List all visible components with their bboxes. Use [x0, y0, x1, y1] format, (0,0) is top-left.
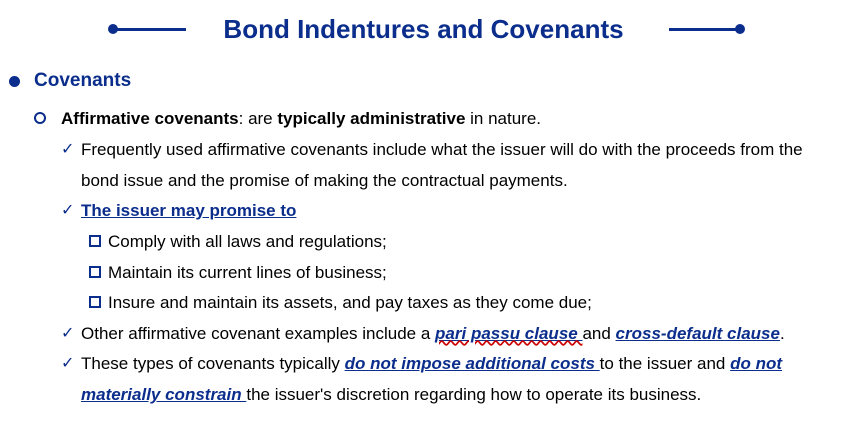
covenant-usage-line1: Frequently used affirmative covenants include what the issuer will do with the proceeds from the	[81, 140, 803, 159]
cost-line2	[81, 384, 701, 406]
cost-pre: These types of covenants typically	[81, 354, 345, 373]
other-examples-line	[81, 323, 785, 345]
covenant-usage-line2: bond issue and the promise of making the contractual payments.	[81, 171, 568, 190]
cost-line1	[81, 353, 782, 375]
affirmative-rest: in nature.	[465, 109, 542, 128]
no-additional-costs-link[interactable]: do not impose additional costs	[344, 354, 600, 373]
other-examples-pre: Other affirmative covenant examples include a	[81, 324, 436, 343]
affirmative-term: Affirmative covenants	[61, 109, 239, 128]
affirmative-line	[61, 108, 541, 130]
promise-heading	[81, 200, 296, 222]
promise-item: Maintain its current lines of business;	[108, 263, 387, 282]
bullet-dot-icon	[9, 76, 20, 87]
promise-item: Insure and maintain its assets, and pay taxes as they come due;	[108, 293, 592, 312]
page-title: Bond Indentures and Covenants	[223, 14, 624, 44]
title-rule-right	[669, 28, 741, 31]
check-icon: ✓	[61, 202, 75, 219]
check-icon: ✓	[61, 355, 75, 372]
affirmative-emph: typically administrative	[277, 109, 466, 128]
check-icon: ✓	[61, 141, 75, 158]
promise-heading-link[interactable]: The issuer may promise to	[81, 201, 297, 220]
section-heading: Covenants	[34, 70, 132, 91]
square-bullet-icon	[89, 266, 101, 278]
square-bullet-icon	[89, 296, 101, 308]
check-icon: ✓	[61, 325, 75, 342]
pari-passu-text: pari passu clause	[435, 324, 583, 343]
materially-constrain-link[interactable]: materially constrain	[81, 385, 247, 404]
other-examples-end: .	[779, 324, 785, 343]
promise-item: Comply with all laws and regulations;	[108, 232, 387, 251]
square-bullet-icon	[89, 235, 101, 247]
do-not-link[interactable]: do not	[730, 354, 783, 373]
ring-bullet-icon	[34, 112, 46, 124]
pari-passu-link[interactable]	[435, 324, 582, 343]
cost-rest: the issuer's discretion regarding how to operate its business.	[246, 385, 702, 404]
affirmative-colon: : are	[238, 109, 278, 128]
title-bar	[0, 12, 847, 48]
title-rule-right-dot	[735, 24, 745, 34]
cross-default-link[interactable]: cross-default clause	[615, 324, 780, 343]
cost-mid: to the issuer and	[599, 354, 731, 373]
other-examples-mid: and	[582, 324, 616, 343]
